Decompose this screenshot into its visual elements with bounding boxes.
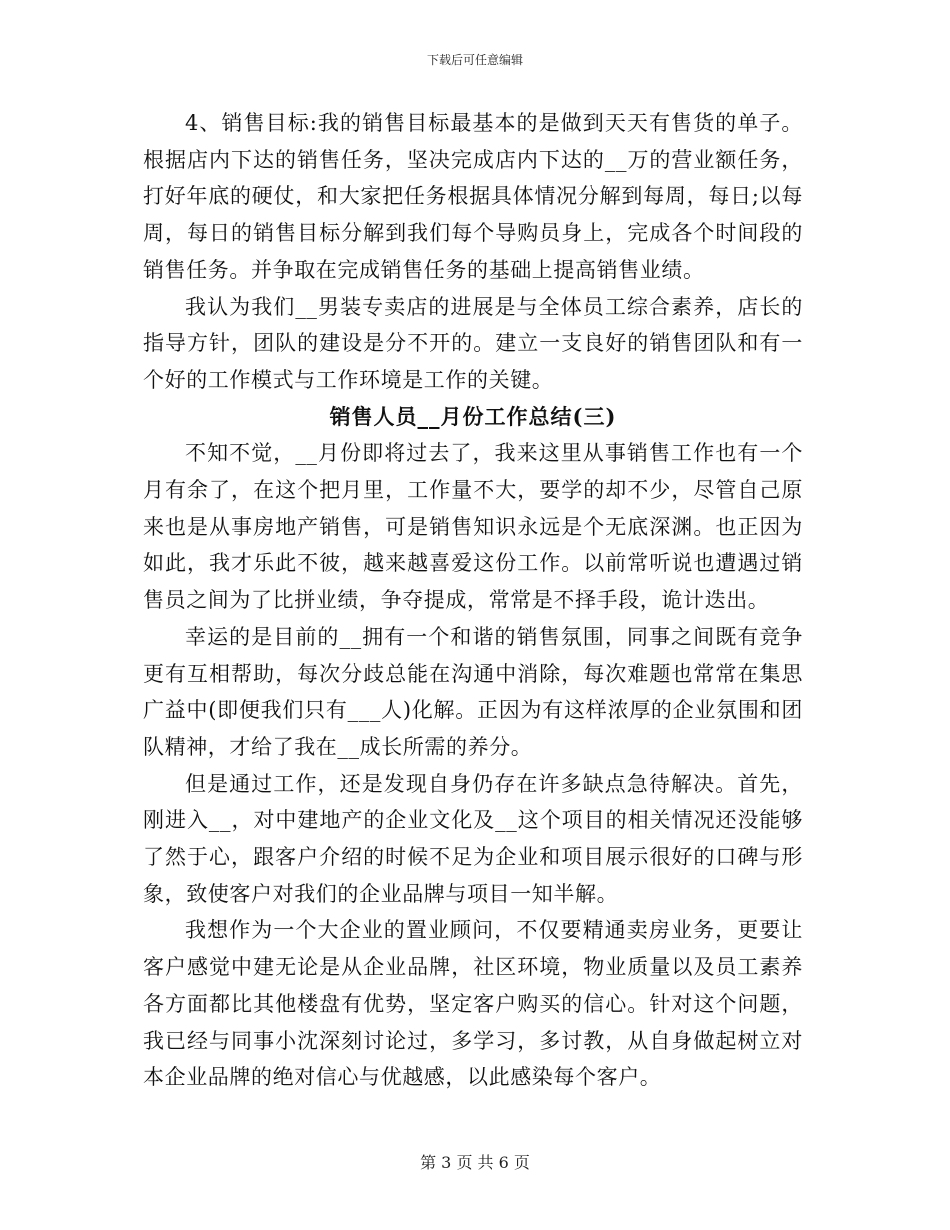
page-header-note: 下载后可任意编辑 <box>426 53 523 67</box>
paragraph-improvement: 我想作为一个大企业的置业顾问，不仅要精通卖房业务，更要让客户感觉中建无论是从企业品牌，社区环境，物业质量以及员工素养各方面都比其他楼盘有优势，坚定客户购买的信心。针对这个问题，我已经与同事小沈深刻讨论过，多学习，多讨教，从自身做起树立对本企业品牌的绝对信心与优越感，以此感染每个客户。 <box>143 918 803 1090</box>
section-title: 销售人员__月份工作总结(三) <box>329 403 617 429</box>
paragraph-team-building: 我认为我们__男装专卖店的进展是与全体员工综合素养，店长的指导方针，团队的建设是分不开的。建立一支良好的销售团队和有一个好的工作模式与工作环境是工作的关键。 <box>143 294 803 392</box>
document-body <box>143 105 803 1096</box>
paragraph-sales-target: 4、销售目标:我的销售目标最基本的是做到天天有售货的单子。根据店内下达的销售任务，坚决完成店内下达的__万的营业额任务，打好年底的硬仗，和大家把任务根据具体情况分解到每周，每日;以每周，每日的销售目标分解到我们每个导购员身上，完成各个时间段的销售任务。并争取在完成销售任务的基础上提高销售业绩。 <box>143 111 803 282</box>
page-number-footer: 第 3 页 共 6 页 <box>420 1153 530 1172</box>
paragraph-intro: 不知不觉，__月份即将过去了，我来这里从事销售工作也有一个月有余了，在这个把月里，工作量不大，要学的却不少，尽管自己原来也是从事房地产销售，可是销售知识永远是个无底深渊。也正因为如此，我才乐此不彼，越来越喜爱这份工作。以前常听说也遭遇过销售员之间为了比拼业绩，争夺提成，常常是不择手段，诡计迭出。 <box>143 441 803 613</box>
paragraph-shortcomings: 但是通过工作，还是发现自身仍存在许多缺点急待解决。首先，刚进入__，对中建地产的企业文化及__这个项目的相关情况还没能够了然于心，跟客户介绍的时候不足为企业和项目展示很好的口碑与形象，致使客户对我们的企业品牌与项目一知半解。 <box>143 771 803 906</box>
paragraph-atmosphere: 幸运的是目前的__拥有一个和谐的销售氛围，同事之间既有竞争更有互相帮助，每次分歧总能在沟通中消除，每次难题也常常在集思广益中(即便我们只有___人)化解。正因为有这样浓厚的企业氛围和团队精神，才给了我在__成长所需的养分。 <box>143 624 803 759</box>
